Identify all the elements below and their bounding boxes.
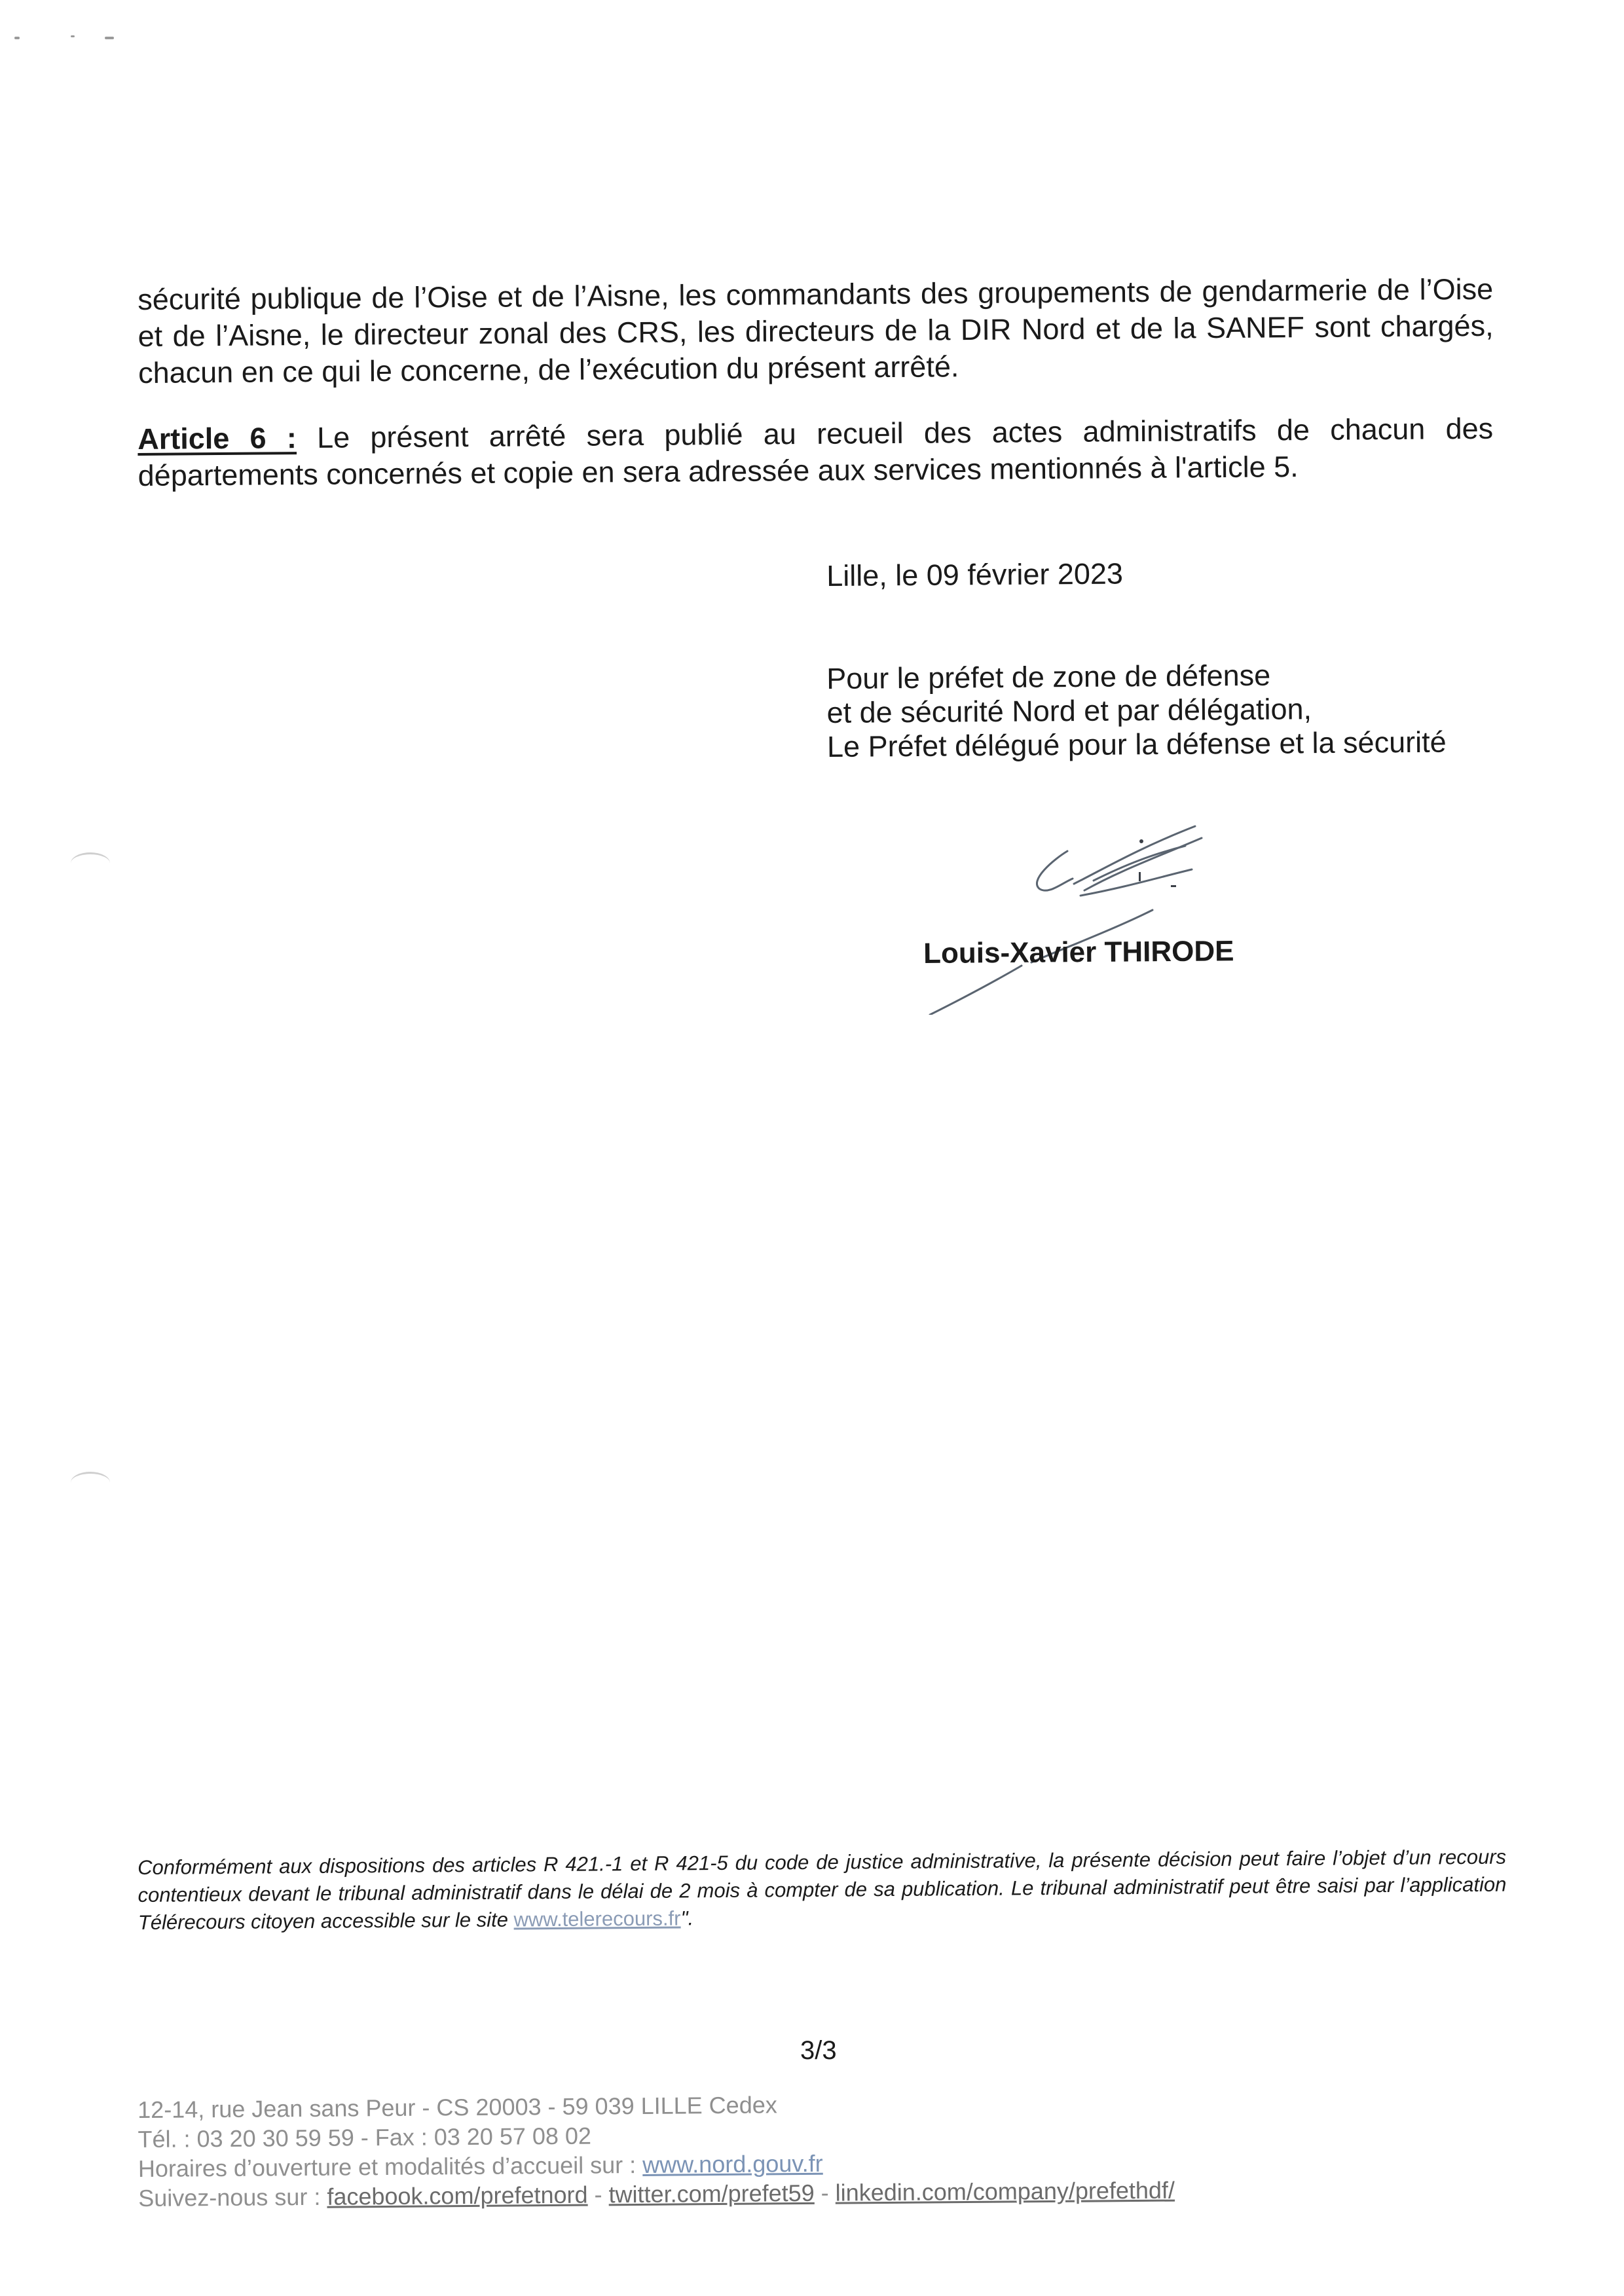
page-number: 3/3 [800,2036,837,2065]
footer-separator: - [814,2179,836,2206]
article-6-text: Le présent arrêté sera publié au recueil des actes administratifs de chacun des départements concernés et copie en sera adressée aux services mentionnés à l'article 5. [138,411,1494,492]
place-date: Lille, le 09 février 2023 [826,556,1124,592]
twitter-link[interactable]: twitter.com/prefet59 [608,2179,815,2208]
scan-speck [105,37,114,39]
telerecours-link[interactable]: www.telerecours.fr [513,1906,681,1931]
footer-hours-label: Horaires d’ouverture et modalités d’accueil sur : [138,2151,643,2182]
authority-line: et de sécurité Nord et par délégation, [826,692,1312,729]
scan-artifact [71,1472,110,1493]
footer-phone-fax: Tél. : 03 20 30 59 59 - Fax : 03 20 57 08 02 [138,2122,592,2153]
legal-notice-trailing: ". [680,1906,694,1930]
footer-address: 12-14, rue Jean sans Peur - CS 20003 - 59 039 LILLE Cedex [138,2091,777,2123]
authority-line: Pour le préfet de zone de défense [826,658,1271,695]
facebook-link[interactable]: facebook.com/prefetnord [327,2181,588,2210]
signatory-name: Louis-Xavier THIRODE [923,935,1234,970]
legal-notice-text: Conformément aux dispositions des articles R 421.-1 et R 421-5 du code de justice administrative, la présente décision peut faire l’objet d’un recours contentieux devant le tribunal administratif dans le délai de 2 mois à compter de sa publication. Le tribunal administratif peut être saisi par l’application Télérecours citoyen accessible sur le site [138,1845,1507,1934]
footer-separator: - [587,2181,609,2208]
footer-follow-label: Suivez-nous sur : [138,2183,327,2212]
scan-speck [14,37,20,39]
article-6-paragraph [138,410,1494,494]
signing-authority [826,657,1447,764]
handwritten-signature [864,818,1231,1015]
legal-notice [138,1844,1507,1937]
footer [138,2087,1175,2213]
continuation-paragraph: sécurité publique de l’Oise et de l’Aisne, les commandants des groupements de gendarmerie de l’Oise et de l’Aisne, le directeur zonal des CRS, les directeurs de la DIR Nord et de la SANEF sont chargés, chacun en ce qui le concerne, de l’exécution du présent arrêté. [138,272,1494,390]
linkedin-link[interactable]: linkedin.com/company/prefethdf/ [835,2176,1175,2206]
article-6-label: Article 6 : [138,421,297,456]
nord-gouv-link[interactable]: www.nord.gouv.fr [642,2149,823,2178]
scan-artifact [71,852,110,874]
scan-speck [71,35,75,37]
authority-line: Le Préfet délégué pour la défense et la sécurité [826,725,1447,763]
